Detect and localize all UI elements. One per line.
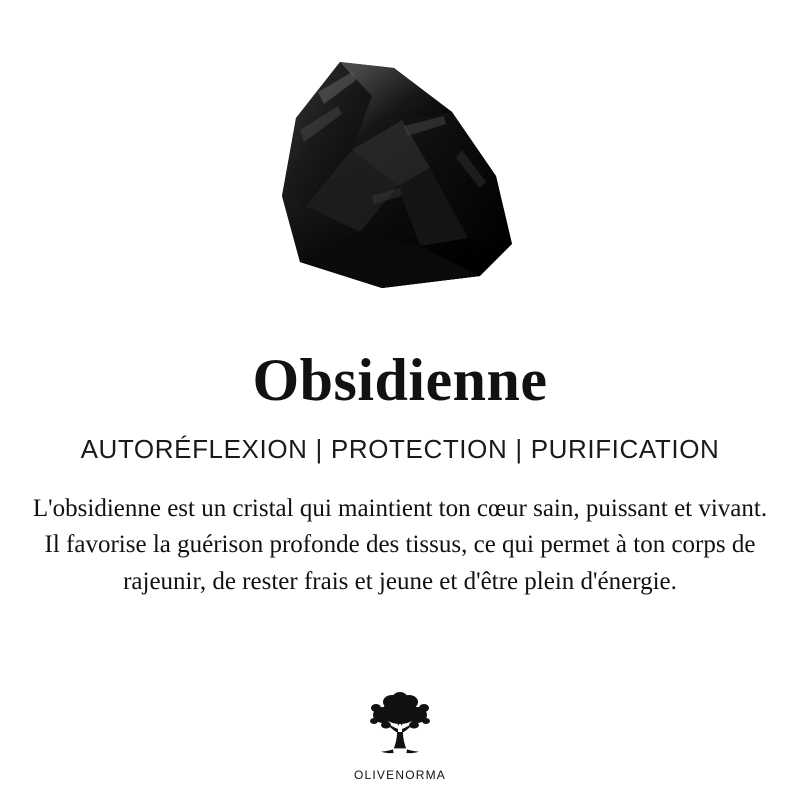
description-text: L'obsidienne est un cristal qui maintient ton cœur sain, puissant et vivant. Il favorise la guérison profonde des tissus, ce qui permet à ton corps de rajeunir, de rester frais et jeune et d'être plein d'énergie. xyxy=(32,495,768,595)
keyword-separator-1: | xyxy=(315,434,323,464)
brand-logo xyxy=(0,688,800,782)
keyword-line xyxy=(81,434,720,465)
keyword-3: PURIFICATION xyxy=(530,434,720,464)
obsidian-stone-image xyxy=(0,0,800,330)
keyword-1: AUTORÉFLEXION xyxy=(80,434,308,464)
stone-image-area xyxy=(0,0,800,330)
tree-of-life-icon xyxy=(352,688,448,766)
page-title: Obsidienne xyxy=(252,347,548,413)
keyword-2: PROTECTION xyxy=(330,434,508,464)
brand-name: OLIVENORMA xyxy=(353,768,446,782)
keyword-separator-2: | xyxy=(515,434,523,464)
